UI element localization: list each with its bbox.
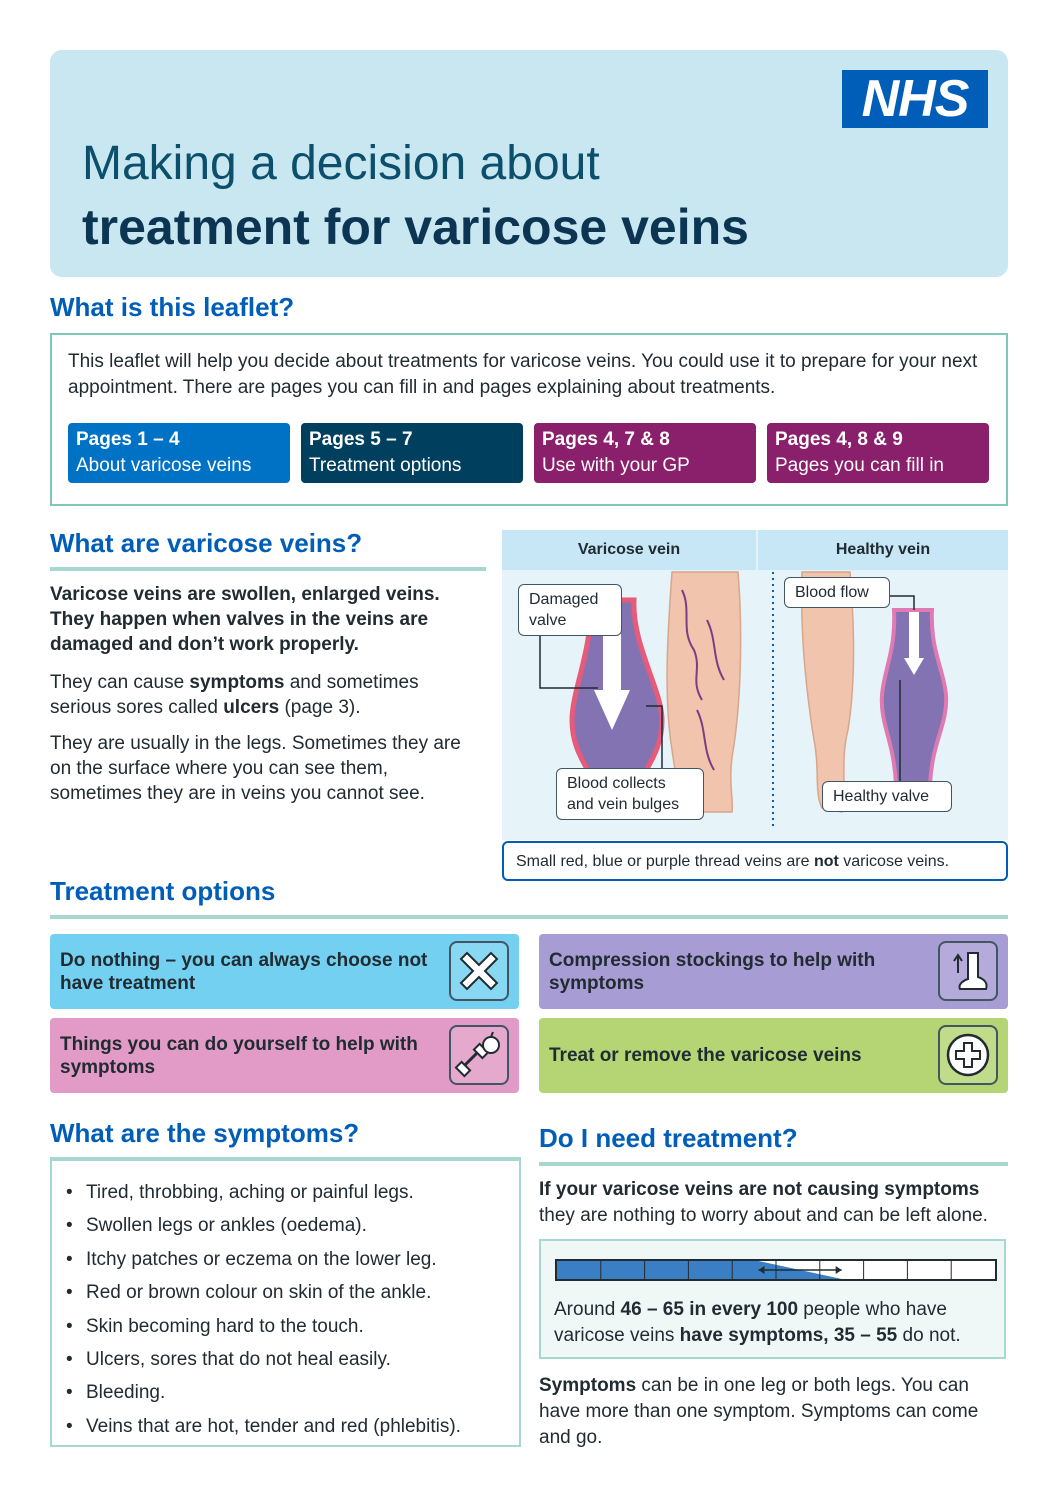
- callout-healthy-valve: Healthy valve: [822, 781, 952, 812]
- title-line-1: Making a decision about: [82, 137, 600, 190]
- dumbbell-apple-icon: [449, 1025, 509, 1085]
- vein-illustration: [502, 530, 1008, 840]
- list-item: • Tired, throbbing, aching or painful legs.: [66, 1182, 414, 1203]
- varicose-symptoms-text: They can cause symptoms and sometimes serious sores called ulcers (page 3).: [50, 672, 419, 718]
- illus-left-title: Varicose vein: [502, 530, 756, 570]
- leaflet-box: [50, 333, 1008, 506]
- pill-pages: Pages 1 – 4: [76, 429, 180, 450]
- proportion-bar: [555, 1259, 997, 1281]
- varicose-location-text: They are usually in the legs. Sometimes they are on the surface where you can see them, sometimes they are in veins you cannot see.: [50, 733, 461, 804]
- range-arrowhead: [836, 1266, 842, 1274]
- header-banner: [50, 50, 1008, 277]
- pill-desc: Treatment options: [309, 455, 462, 476]
- leaflet-text: This leaflet will help you decide about treatments for varicose veins. You could use it to prepare for your next appointment. There are pages you can fill in and pages explaining about treatments.: [68, 351, 978, 398]
- list-item: • Red or brown colour on skin of the ankle.: [66, 1282, 432, 1304]
- need-heading: Do I need treatment?: [539, 1123, 798, 1153]
- pill-pages: Pages 5 – 7: [309, 429, 413, 450]
- callout-blood-collects: Blood collects and vein bulges: [556, 768, 704, 820]
- statistic-box: [539, 1239, 1006, 1359]
- list-item: • Skin becoming hard to the touch.: [66, 1315, 364, 1337]
- symptoms-box: [50, 1160, 521, 1447]
- option-label: Treat or remove the varicose veins: [549, 1045, 862, 1066]
- pill-desc: Use with your GP: [542, 455, 690, 476]
- pill-about: [68, 423, 290, 483]
- treatment-heading: Treatment options: [50, 876, 276, 906]
- option-label: Do nothing – you can always choose not have treatment: [60, 950, 428, 994]
- pill-desc: Pages you can fill in: [775, 455, 944, 476]
- illus-right-title: Healthy vein: [758, 530, 1008, 570]
- option-label: Things you can do yourself to help with symptoms: [60, 1034, 418, 1078]
- option-do-nothing: [50, 934, 519, 1009]
- thread-veins-note: Small red, blue or purple thread veins are not varicose veins.: [502, 841, 1008, 881]
- symptoms-heading: What are the symptoms?: [50, 1118, 360, 1148]
- section-rule: [539, 1162, 1008, 1166]
- list-item: • Swollen legs or ankles (oedema).: [66, 1215, 367, 1237]
- symptoms-list: [66, 1176, 461, 1443]
- pill-pages: Pages 4, 8 & 9: [775, 429, 903, 450]
- bar-fill: [557, 1261, 758, 1279]
- list-item: • Bleeding.: [66, 1382, 166, 1404]
- section-rule: [50, 915, 1008, 919]
- option-self-help: [50, 1018, 519, 1093]
- list-item: • Ulcers, sores that do not heal easily.: [66, 1349, 391, 1371]
- option-treat-remove: [539, 1018, 1008, 1093]
- statistic-text: Around 46 – 65 in every 100 people who have varicose veins have symptoms, 35 – 55 do not.: [554, 1299, 961, 1346]
- title-line-2: treatment for varicose veins: [82, 199, 749, 255]
- list-item: • Itchy patches or eczema on the lower leg.: [66, 1248, 437, 1270]
- callout-damaged-valve: Damaged valve: [518, 584, 622, 636]
- varicose-heading: What are varicose veins?: [50, 528, 363, 558]
- pill-pages: Pages 4, 7 & 8: [542, 429, 670, 450]
- pill-desc: About varicose veins: [76, 455, 252, 476]
- list-item: • Veins that are hot, tender and red (phlebitis).: [66, 1415, 461, 1437]
- section-rule: [50, 567, 486, 571]
- nhs-logo: NHS: [842, 70, 988, 128]
- option-compression: [539, 934, 1008, 1009]
- option-label: Compression stockings to help with symptoms: [549, 950, 876, 994]
- cross-icon: [449, 941, 509, 1001]
- callout-blood-flow: Blood flow: [784, 577, 890, 608]
- pill-fill-in: [767, 423, 989, 483]
- varicose-lead: Varicose veins are swollen, enlarged veins. They happen when valves in the veins are damaged and don’t work properly.: [50, 584, 440, 655]
- leaflet-heading: What is this leaflet?: [50, 292, 295, 322]
- symptoms-note: Symptoms can be in one leg or both legs. You can have more than one symptom. Symptoms can come and go.: [539, 1375, 979, 1448]
- foot-icon: [938, 941, 998, 1001]
- plus-circle-icon: [938, 1025, 998, 1085]
- need-intro: If your varicose veins are not causing symptoms they are nothing to worry about and can be left alone.: [539, 1179, 988, 1226]
- pill-gp: [534, 423, 756, 483]
- pill-treatment: [301, 423, 523, 483]
